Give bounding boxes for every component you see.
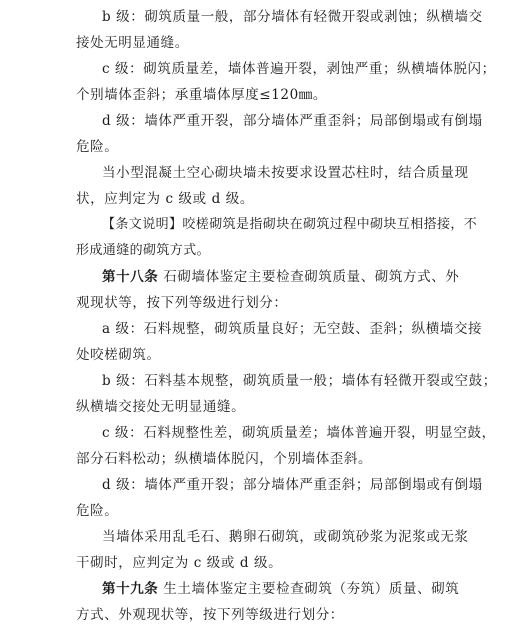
article-number: 第十八条 xyxy=(102,269,159,285)
article-heading-line xyxy=(102,580,459,598)
text-line: 纵横墙交接处无明显通缝。 xyxy=(76,399,246,415)
text-line: a 级：石料规整，砌筑质量良好；无空鼓、歪斜；纵横墙交接 xyxy=(102,321,483,337)
text-line: 接处无明显通缝。 xyxy=(76,35,189,51)
text-line: 状，应判定为 c 级或 d 级。 xyxy=(76,191,254,207)
text-line: 危险。 xyxy=(76,139,119,155)
text-line: b 级：石料基本规整，砌筑质量一般；墙体有轻微开裂或空鼓； xyxy=(102,373,497,389)
text-line: 观现状等，按下列等级进行划分： xyxy=(76,295,288,311)
text-line: 当墙体采用乱毛石、鹅卵石砌筑，或砌筑砂浆为泥浆或无浆 xyxy=(102,529,469,545)
text-line: 当小型混凝土空心砌块墙未按要求设置芯柱时，结合质量现 xyxy=(102,165,469,181)
text-line: 个别墙体歪斜；承重墙体厚度≤120㎜。 xyxy=(76,87,327,103)
article-text: 石砌墙体鉴定主要检查砌筑质量、砌筑方式、外 xyxy=(158,269,460,285)
clause-note-line: 【条文说明】咬槎砌筑是指砌块在砌筑过程中砌块互相搭接，不 xyxy=(102,217,478,232)
text-line: 部分石料松动；纵横墙体脱闪，个别墙体歪斜。 xyxy=(76,451,373,467)
text-line: c 级：石料规整性差，砌筑质量差；墙体普遍开裂，明显空鼓， xyxy=(102,425,496,441)
text-line: d 级：墙体严重开裂；部分墙体严重歪斜；局部倒塌或有倒塌 xyxy=(102,477,483,493)
text-line: c 级：砌筑质量差，墙体普遍开裂，剥蚀严重；纵横墙体脱闪； xyxy=(102,61,496,77)
article-heading-line xyxy=(102,268,459,286)
article-number: 第十九条 xyxy=(102,581,159,597)
text-line: 危险。 xyxy=(76,503,119,519)
text-line: 处咬槎砌筑。 xyxy=(76,347,161,363)
clause-note-line: 形成通缝的砌筑方式。 xyxy=(76,243,211,258)
text-line: d 级：墙体严重开裂，部分墙体严重歪斜；局部倒塌或有倒塌 xyxy=(102,113,483,129)
text-line: 干砌时，应判定为 c 级或 d 级。 xyxy=(76,555,283,571)
article-text: 生土墙体鉴定主要检查砌筑（夯筑）质量、砌筑 xyxy=(158,581,460,597)
text-line: 方式、外观现状等，按下列等级进行划分： xyxy=(76,607,344,623)
text-line: b 级：砌筑质量一般，部分墙体有轻微开裂或剥蚀；纵横墙交 xyxy=(102,9,483,25)
